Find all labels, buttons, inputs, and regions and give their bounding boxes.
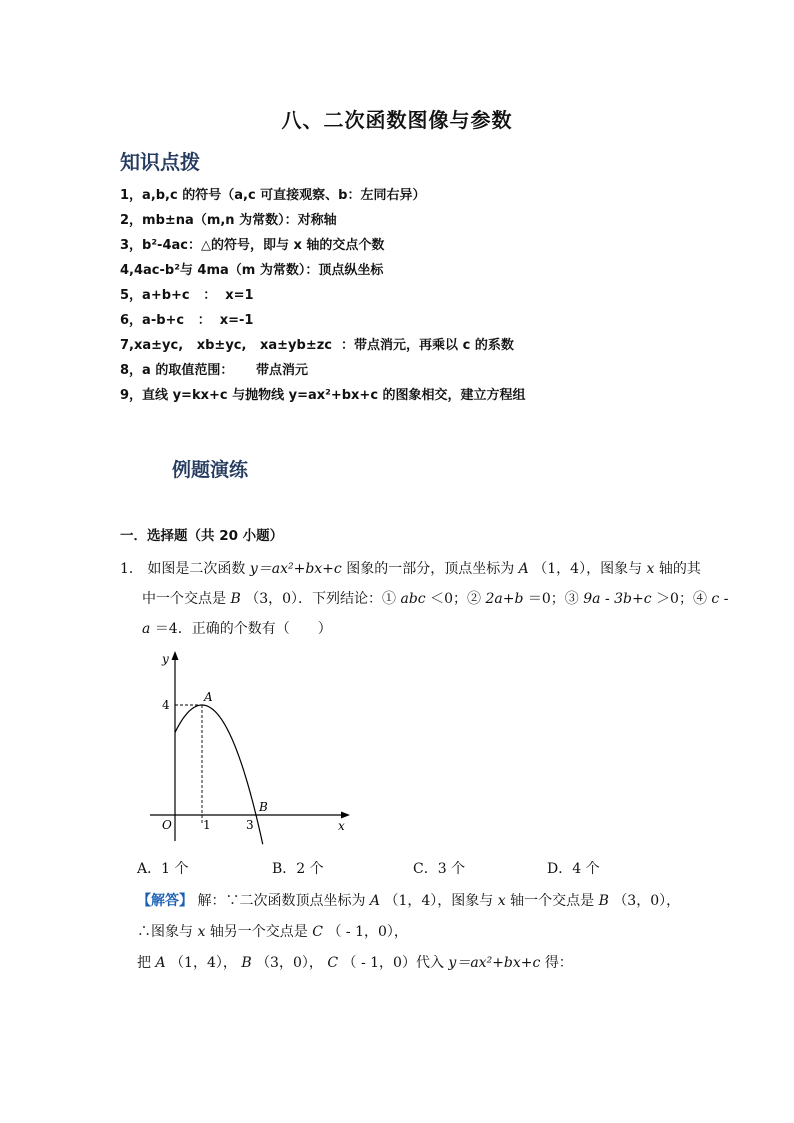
examples-heading: 例题演练 [172, 459, 249, 481]
knowledge-item: 5，a+b+c ： x=1 [120, 288, 254, 303]
knowledge-item: 4,4ac-b²与 4ma（m 为常数）：顶点纵坐标 [120, 263, 384, 278]
page-title: 八、二次函数图像与参数 [281, 108, 513, 132]
question-number: 1． [120, 561, 143, 577]
x-axis-arrow [341, 812, 350, 819]
question-line-1: 1． 如图是二次函数 y＝ax²+bx+c 图象的一部分，顶点坐标为 A （1，4），图象与 x 轴的其 [120, 561, 701, 577]
parabola-graph [138, 645, 360, 845]
option-a[interactable]: A．1 个 [137, 861, 189, 877]
section-subheading: 一．选择题（共 20 小题） [120, 528, 284, 544]
x-axis-label: x [338, 819, 345, 833]
knowledge-item: 3，b²-4ac：△的符号，即与 x 轴的交点个数 [120, 238, 385, 253]
answer-line-1: 【解答】 解：∵二次函数顶点坐标为 A （1，4），图象与 x 轴一个交点是 B （3，0）， [137, 893, 681, 909]
question-line-3: a ＝4．正确的个数有（ ） [142, 621, 332, 637]
option-d[interactable]: D．4 个 [547, 861, 600, 877]
y-axis-label: y [162, 652, 169, 666]
x-tick-label: 3 [246, 818, 254, 832]
knowledge-item: 7,xa±yc, xb±yc, xa±yb±zc ：带点消元，再乘以 c 的系数 [120, 338, 514, 353]
knowledge-item: 2，mb±na（m,n 为常数）：对称轴 [120, 213, 337, 228]
origin-label: O [162, 818, 172, 832]
knowledge-heading: 知识点拨 [120, 150, 200, 174]
knowledge-item: 6，a-b+c ： x=-1 [120, 313, 254, 328]
y-tick-label: 4 [162, 698, 170, 712]
answer-line-2: ∴图象与 x 轴另一个交点是 C （ - 1，0）， [137, 924, 408, 940]
option-c[interactable]: C．3 个 [413, 861, 466, 877]
y-axis-arrow [172, 651, 179, 660]
knowledge-item: 8，a 的取值范围： 带点消元 [120, 363, 308, 378]
knowledge-item: 9，直线 y=kx+c 与抛物线 y=ax²+bx+c 的图象相交，建立方程组 [120, 388, 526, 403]
point-label-b: B [259, 800, 268, 814]
answer-label: 【解答】 [137, 893, 193, 909]
question-line-2: 中一个交点是 B （3，0）．下列结论：① abc ＜0；② 2a+b ＝0；③ 9a - 3b+c ＞0；④ c - [142, 591, 729, 607]
knowledge-item: 1，a,b,c 的符号（a,c 可直接观察、b：左同右异） [120, 188, 426, 203]
point-label-a: A [204, 690, 213, 704]
x-tick-label: 1 [203, 818, 211, 832]
answer-line-3: 把 A （1，4）， B （3，0）， C （ - 1，0）代入 y＝ax²+bx+c 得： [137, 955, 573, 971]
option-b[interactable]: B．2 个 [272, 861, 324, 877]
